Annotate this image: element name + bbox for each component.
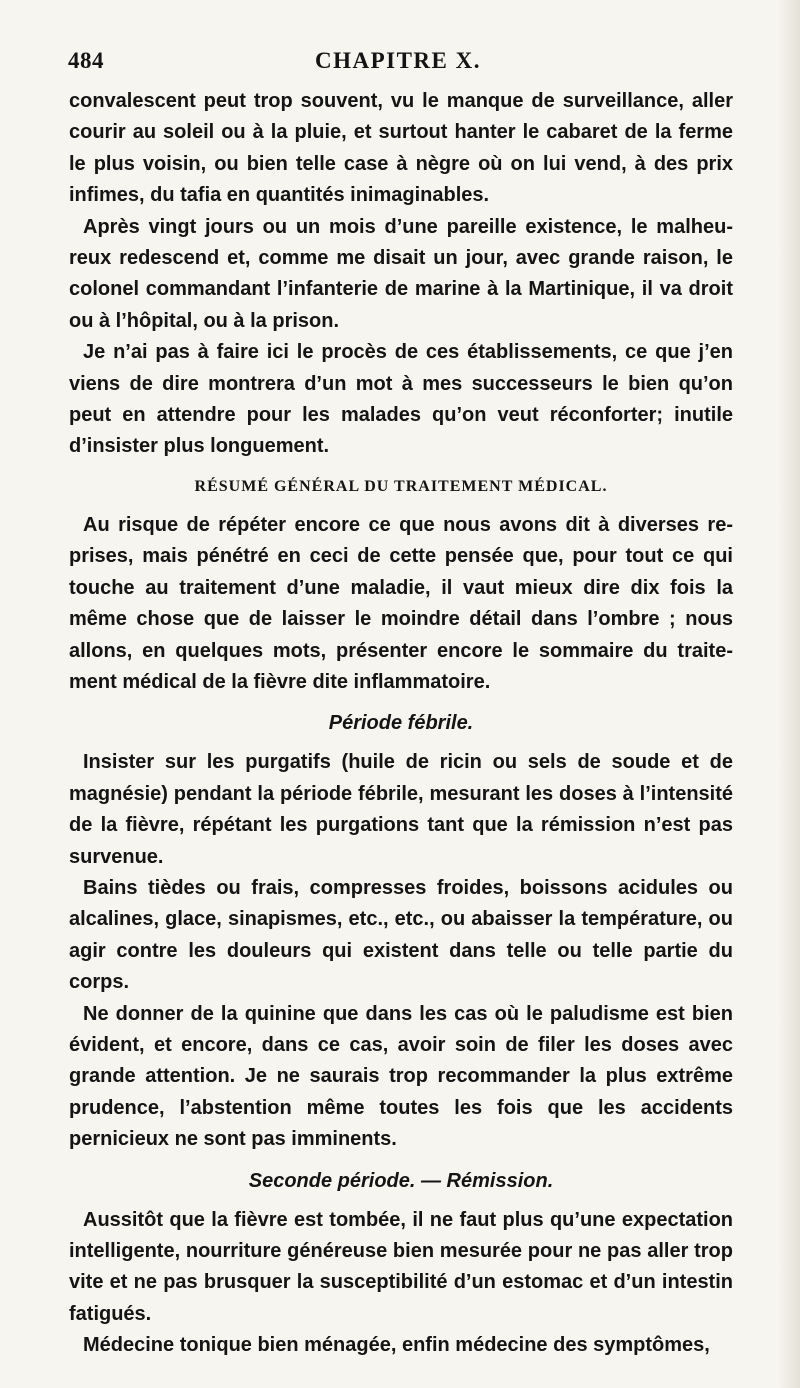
- paragraph: Au risque de répéter encore ce que nous avons dit à diverses reprises, mais pénétré en ceci de cette pensée que, pour tout ce qui touche au traitement d’une maladie, il vaut mieux dire dix fois la même chose que de laisser le moindre détail dans l’ombre ; nous allons, en quelques mots, présenter encore le sommaire du traitement médical de la fièvre dite inflammatoire.: [69, 513, 733, 693]
- paragraph: Médecine tonique bien ménagée, enfin médecine des symptômes,: [83, 1334, 710, 1357]
- page-body: [69, 86, 733, 1362]
- paragraph: Insister sur les purgatifs (huile de ricin ou sels de soude et de magnésie) pendant la période fébrile, mesurant les doses à l’intensité de la fièvre, répétant les purgations tant que la rémission n’est pas survenue.: [69, 751, 733, 868]
- paragraph: Après vingt jours ou un mois d’une pareille existence, le malheureux redescend et, comme me disait un jour, avec grande raison, le colonel commandant l’infanterie de marine à la Martinique, il va droit ou à l’hôpital, ou à la prison.: [69, 215, 733, 332]
- subsection-heading: Période fébrile.: [328, 712, 474, 735]
- running-header: [68, 48, 728, 82]
- section-heading: RÉSUMÉ GÉNÉRAL DU TRAITEMENT MÉDICAL.: [194, 477, 608, 495]
- paragraph: Bains tièdes ou frais, compresses froides, boissons acidules ou alcalines, glace, sinapismes, etc., etc., ou abaisser la température, ou agir contre les douleurs qui existent dans telle ou telle partie du corps.: [69, 876, 733, 994]
- paragraph: convalescent peut trop souvent, vu le manque de surveillance, aller courir au soleil ou à la pluie, et surtout hanter le cabaret de la ferme le plus voisin, ou bien telle case à nègre où on lui vend, à des prix infimes, du tafia en quantités inimaginables.: [69, 90, 733, 207]
- chapter-title: CHAPITRE X.: [314, 48, 481, 73]
- page-number: 484: [68, 48, 104, 73]
- paragraph: Aussitôt que la fièvre est tombée, il ne faut plus qu’une expectation intelligente, nourriture généreuse bien mesurée pour ne pas aller trop vite et ne pas brusquer la susceptibilité d’un estomac et d’un intestin fatigués.: [69, 1208, 733, 1325]
- page-edge-shadow: [778, 0, 800, 1388]
- subsection-heading: Seconde période. — Rémission.: [248, 1169, 554, 1192]
- paragraph: Ne donner de la quinine que dans les cas où le paludisme est bien évident, et encore, dans ce cas, avoir soin de filer les doses avec grande attention. Je ne saurais trop recommander la plus extrême prudence, l’abstention même toutes les fois que les accidents pernicieux ne sont pas imminents.: [69, 1002, 733, 1151]
- paragraph: Je n’ai pas à faire ici le procès de ces établissements, ce que j’en viens de dire montrera d’un mot à mes successeurs le bien qu’on peut en attendre pour les malades qu’on veut réconforter; inutile d’insister plus longuement.: [69, 341, 733, 458]
